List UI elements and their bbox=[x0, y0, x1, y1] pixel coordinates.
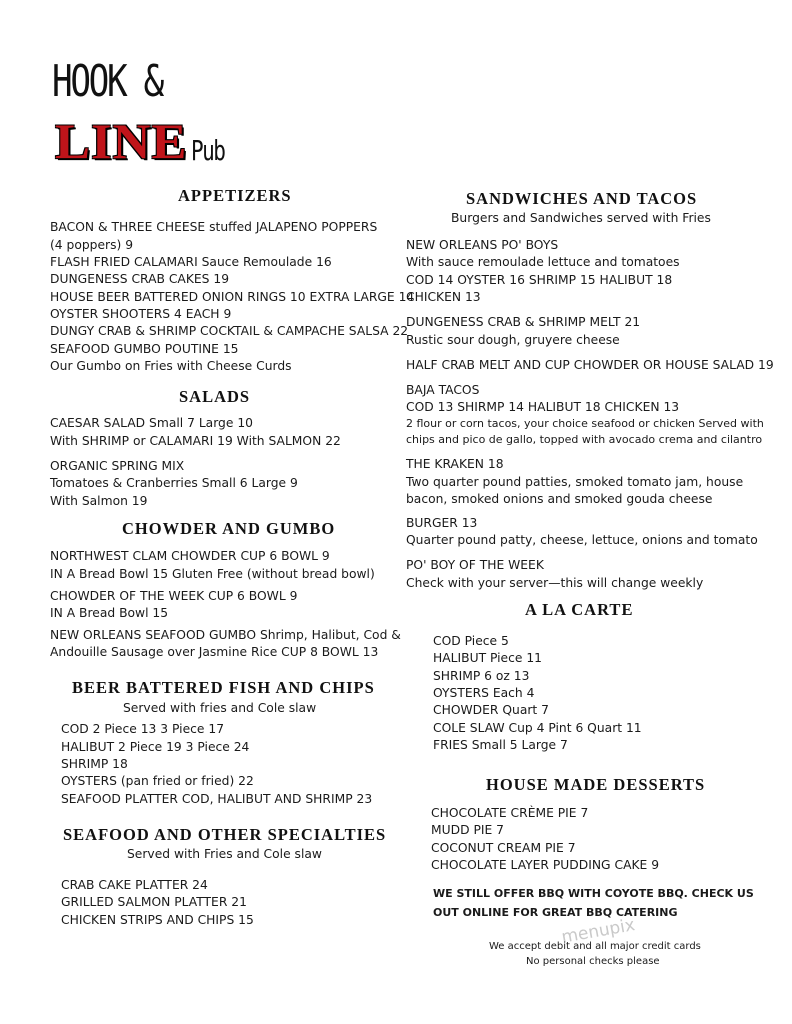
menu-line: Tomatoes & Cranberries Small 6 Large 9 bbox=[50, 476, 298, 490]
sandwiches-heading: SANDWICHES AND TACOS bbox=[466, 189, 698, 208]
menu-line: COD 14 OYSTER 16 SHRIMP 15 HALIBUT 18 bbox=[406, 273, 673, 287]
menu-line: COLE SLAW Cup 4 Pint 6 Quart 11 bbox=[433, 721, 642, 735]
menu-line: FLASH FRIED CALAMARI Sauce Remoulade 16 bbox=[50, 255, 332, 269]
menu-line: With Salmon 19 bbox=[50, 494, 148, 508]
specialties-heading: SEAFOOD AND OTHER SPECIALTIES bbox=[63, 825, 387, 844]
menu-line: Quarter pound patty, cheese, lettuce, onions and tomato bbox=[406, 533, 758, 547]
menu-line: chips and pico de gallo, topped with avocado crema and cilantro bbox=[406, 433, 763, 446]
menu-line: DUNGENESS CRAB & SHRIMP MELT 21 bbox=[406, 315, 641, 329]
appetizers-heading: APPETIZERS bbox=[178, 186, 292, 205]
menu-line: IN A Bread Bowl 15 Gluten Free (without bread bowl) bbox=[50, 567, 375, 581]
section-subtitle: Burgers and Sandwiches served with Fries bbox=[451, 211, 711, 225]
menu-line: HALF CRAB MELT AND CUP CHOWDER OR HOUSE SALAD 19 bbox=[406, 358, 774, 372]
menu-line: DUNGY CRAB & SHRIMP COCKTAIL & CAMPACHE SALSA 22 bbox=[50, 324, 409, 338]
bbq-notice: OUT ONLINE FOR GREAT BBQ CATERING bbox=[433, 906, 678, 919]
chowder-heading: CHOWDER AND GUMBO bbox=[122, 519, 336, 538]
menu-line: NORTHWEST CLAM CHOWDER CUP 6 BOWL 9 bbox=[50, 549, 330, 563]
menu-line: SEAFOOD GUMBO POUTINE 15 bbox=[50, 342, 239, 356]
menu-line: OYSTERS Each 4 bbox=[433, 686, 535, 700]
payment-note: We accept debit and all major credit cards bbox=[489, 941, 701, 952]
menu-line: ORGANIC SPRING MIX bbox=[50, 459, 185, 473]
menu-line: NEW ORLEANS PO' BOYS bbox=[406, 238, 559, 252]
a-la-carte-heading: A LA CARTE bbox=[525, 600, 634, 619]
menu-line: HALIBUT 2 Piece 19 3 Piece 24 bbox=[61, 740, 250, 754]
menu-line: COCONUT CREAM PIE 7 bbox=[431, 841, 576, 855]
menu-line: IN A Bread Bowl 15 bbox=[50, 606, 169, 620]
fish-chips-heading: BEER BATTERED FISH AND CHIPS bbox=[72, 678, 375, 697]
menu-line: BAJA TACOS bbox=[406, 383, 480, 397]
section-subtitle: Served with fries and Cole slaw bbox=[123, 701, 317, 715]
menu-line: COD 2 Piece 13 3 Piece 17 bbox=[61, 722, 225, 736]
menu-line: CHOWDER Quart 7 bbox=[433, 703, 549, 717]
section-subtitle: Served with Fries and Cole slaw bbox=[127, 847, 322, 861]
menu-line: Two quarter pound patties, smoked tomato jam, house bbox=[406, 475, 744, 489]
menu-line: SHRIMP 6 oz 13 bbox=[433, 669, 530, 683]
menu-line: With SHRIMP or CALAMARI 19 With SALMON 22 bbox=[50, 434, 341, 448]
menu-line: CHOWDER OF THE WEEK CUP 6 BOWL 9 bbox=[50, 589, 298, 603]
menu-line: CHICKEN 13 bbox=[406, 290, 481, 304]
menu-line: OYSTER SHOOTERS 4 EACH 9 bbox=[50, 307, 232, 321]
menu-line: CRAB CAKE PLATTER 24 bbox=[61, 878, 208, 892]
menu-line: COD 13 SHIRMP 14 HALIBUT 18 CHICKEN 13 bbox=[406, 400, 680, 414]
salads-heading: SALADS bbox=[179, 387, 251, 406]
menu-line: 2 flour or corn tacos, your choice seafood or chicken Served with bbox=[406, 417, 764, 430]
menu-line: OYSTERS (pan fried or fried) 22 bbox=[61, 774, 254, 788]
menu-line: CHOCOLATE CRÈME PIE 7 bbox=[431, 806, 589, 820]
menu-line: HALIBUT Piece 11 bbox=[433, 651, 543, 665]
menu-line: Check with your server—this will change weekly bbox=[406, 576, 704, 590]
menu-line: BURGER 13 bbox=[406, 516, 478, 530]
logo-line: LINE bbox=[55, 113, 188, 169]
menu-line: HOUSE BEER BATTERED ONION RINGS 10 EXTRA LARGE 14 bbox=[50, 290, 415, 304]
menu-line: FRIES Small 5 Large 7 bbox=[433, 738, 568, 752]
menu-line: NEW ORLEANS SEAFOOD GUMBO Shrimp, Halibut, Cod & bbox=[50, 628, 401, 642]
menu-line: Andouille Sausage over Jasmine Rice CUP 8 BOWL 13 bbox=[50, 645, 379, 659]
menu-line: CHOCOLATE LAYER PUDDING CAKE 9 bbox=[431, 858, 660, 872]
menu-line: CAESAR SALAD Small 7 Large 10 bbox=[50, 416, 253, 430]
menu-line: COD Piece 5 bbox=[433, 634, 509, 648]
menu-line: bacon, smoked onions and smoked gouda cheese bbox=[406, 492, 713, 506]
menu-line: Rustic sour dough, gruyere cheese bbox=[406, 333, 620, 347]
menu-line: PO' BOY OF THE WEEK bbox=[406, 558, 544, 572]
logo-pub: Pub bbox=[191, 134, 225, 167]
payment-note: No personal checks please bbox=[526, 956, 660, 967]
menu-line: MUDD PIE 7 bbox=[431, 823, 505, 837]
menu-line: SHRIMP 18 bbox=[61, 757, 128, 771]
menu-line: (4 poppers) 9 bbox=[50, 238, 134, 252]
menu-line: With sauce remoulade lettuce and tomatoes bbox=[406, 255, 680, 269]
logo-hook: HOOK & bbox=[52, 56, 162, 107]
menu-line: THE KRAKEN 18 bbox=[406, 457, 504, 471]
bbq-notice: WE STILL OFFER BBQ WITH COYOTE BBQ. CHECK US bbox=[433, 887, 754, 900]
menu-line: GRILLED SALMON PLATTER 21 bbox=[61, 895, 247, 909]
menu-line: SEAFOOD PLATTER COD, HALIBUT AND SHRIMP 23 bbox=[61, 792, 373, 806]
menu-line: CHICKEN STRIPS AND CHIPS 15 bbox=[61, 913, 254, 927]
menu-line: Our Gumbo on Fries with Cheese Curds bbox=[50, 359, 292, 373]
watermark-logo: menupix bbox=[560, 915, 637, 948]
menu-line: DUNGENESS CRAB CAKES 19 bbox=[50, 272, 230, 286]
desserts-heading: HOUSE MADE DESSERTS bbox=[486, 775, 706, 794]
menu-line: BACON & THREE CHEESE stuffed JALAPENO POPPERS bbox=[50, 220, 378, 234]
